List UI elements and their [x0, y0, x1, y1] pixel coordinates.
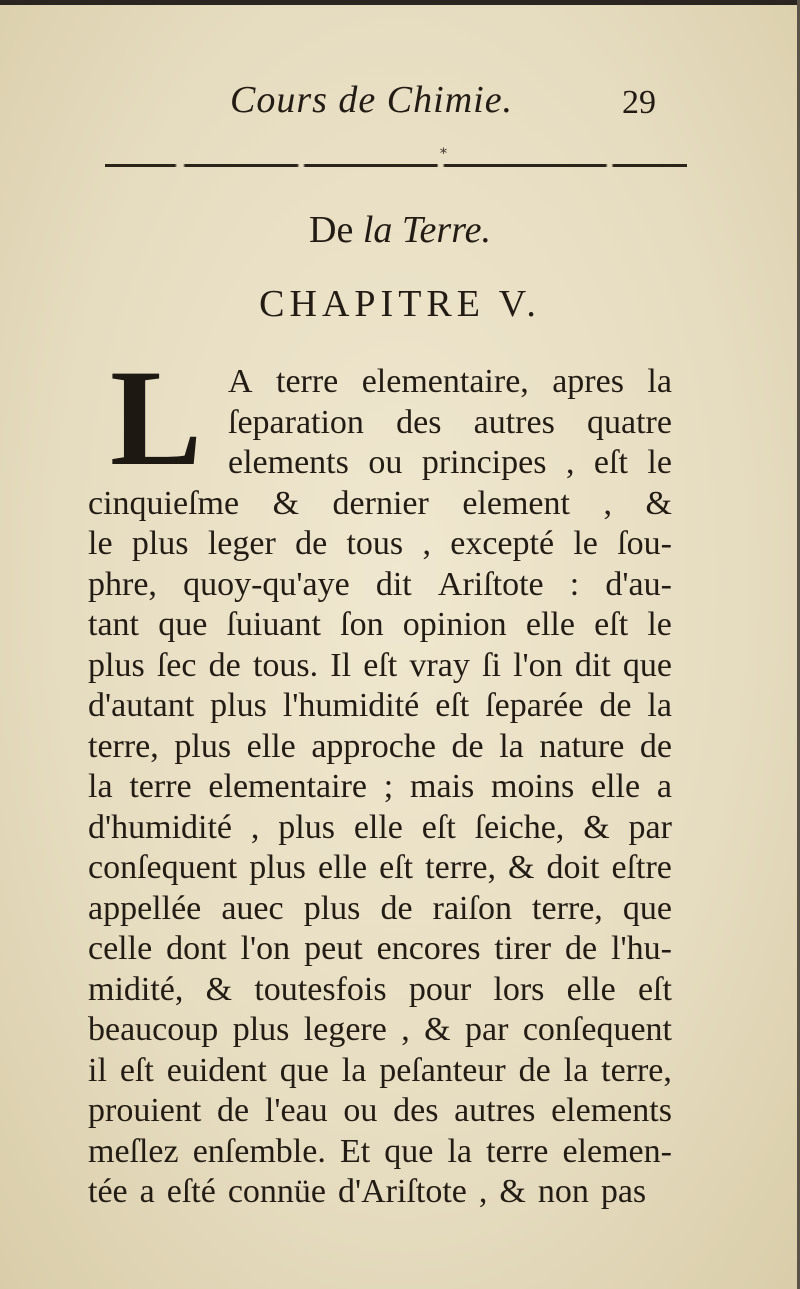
- chapter-title: CHAPITRE V.: [259, 283, 541, 325]
- text-line: prouient de l'eau ou des autres elements: [88, 1092, 672, 1129]
- running-head: Cours de Chimie.: [230, 79, 514, 121]
- page-number: 29: [622, 84, 656, 121]
- text-line: d'humidité , plus elle eſt ſeiche, & par: [88, 808, 672, 846]
- text-line: plus ſec de tous. Il eſt vray ſi l'on dit que: [88, 646, 672, 684]
- section-title-italic: la Terre.: [362, 209, 491, 251]
- text-line: celle dont l'on peut encores tirer de l'hu-: [88, 930, 672, 967]
- text-line: d'autant plus l'humidité eſt ſeparée de la: [88, 687, 672, 724]
- ornament-mark: *: [440, 146, 447, 162]
- text-line: phre, quoy-qu'aye dit Ariſtote : d'au-: [88, 565, 672, 603]
- header-rule: [105, 164, 687, 167]
- text-line: terre, plus elle approche de la nature de: [88, 727, 672, 765]
- text-line: appellée auec plus de raiſon terre, que: [88, 889, 672, 927]
- text-line: cinquieſme & dernier element , &: [88, 484, 672, 522]
- text-line: ſeparation des autres quatre: [228, 403, 672, 441]
- text-line: la terre elementaire ; mais moins elle a: [88, 768, 672, 805]
- text-line: tée a eſté connüe d'Ariſtote , & non pas: [88, 1173, 647, 1210]
- text-line: beaucoup plus legere , & par conſequent: [88, 1011, 672, 1048]
- text-line: tant que ſuiuant ſon opinion elle eſt le: [88, 606, 672, 643]
- text-line: elements ou principes , eſt le: [228, 444, 672, 481]
- page-header: [0, 70, 800, 130]
- text-line: meſlez enſemble. Et que la terre elemen-: [88, 1132, 672, 1170]
- drop-cap: L: [110, 341, 203, 494]
- text-line: conſequent plus elle eſt terre, & doit eſtre: [88, 849, 672, 886]
- section-title-prefix: De: [309, 209, 354, 251]
- page-top-edge: [0, 0, 800, 5]
- text-line: A terre elementaire, apres la: [228, 363, 672, 400]
- text-line: le plus leger de tous , excepté le ſou-: [88, 525, 672, 562]
- text-line: midité, & toutesfois pour lors elle eſt: [88, 970, 672, 1008]
- text-line: il eſt euident que la peſanteur de la terre,: [88, 1051, 672, 1089]
- section-title: [0, 208, 800, 252]
